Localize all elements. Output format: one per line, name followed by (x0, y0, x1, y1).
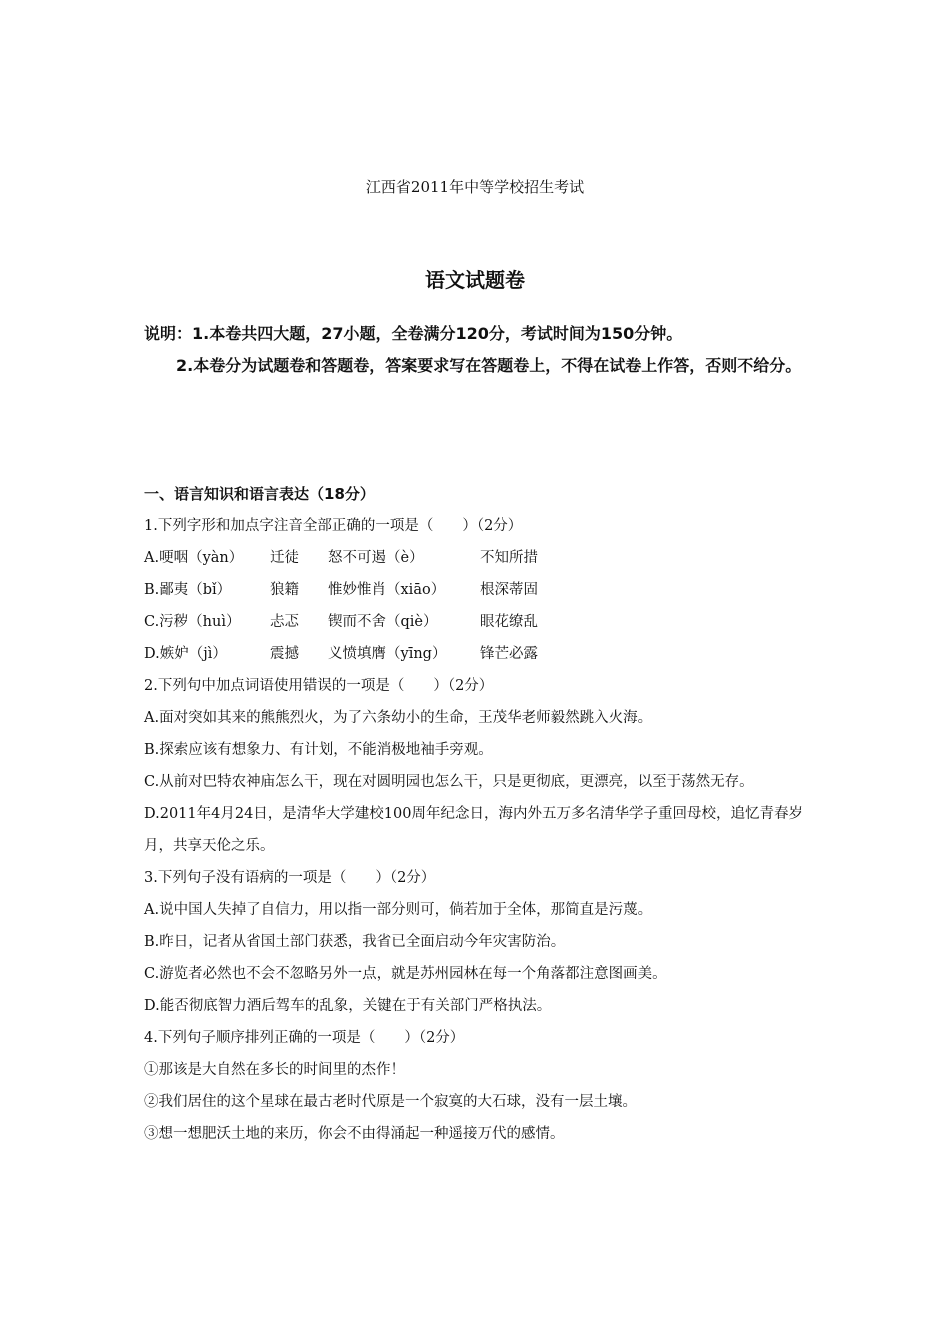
option-cell: C.污秽（huì） (144, 614, 241, 630)
exam-title: 语文试题卷 (425, 268, 525, 292)
option-cell: 忐忑 (270, 614, 299, 630)
section-1 (144, 478, 820, 1150)
option-cell: 锋芒必露 (480, 646, 538, 662)
question-2-option-b: B.探索应该有想象力、有计划，不能消极地袖手旁观。 (144, 742, 493, 758)
option-cell: 眼花缭乱 (480, 614, 538, 630)
question-4-sentence-3: ③想一想肥沃土地的来历，你会不由得涌起一种遥接万代的感情。 (144, 1126, 565, 1142)
option-cell: 迁徒 (270, 550, 299, 566)
question-1-option-d (144, 638, 820, 670)
question-4-stem: 4.下列句子顺序排列正确的一项是（ ）（2分） (144, 1030, 465, 1046)
option-cell: B.鄙夷（bǐ） (144, 582, 232, 598)
question-3-stem: 3.下列句子没有语病的一项是（ ）（2分） (144, 870, 436, 886)
question-4-sentence-1: ①那该是大自然在多长的时间里的杰作！ (144, 1062, 405, 1078)
question-1-option-c (144, 606, 820, 638)
question-1-stem: 1.下列字形和加点字注音全部正确的一项是（ ）（2分） (144, 518, 523, 534)
question-3-option-a: A.说中国人失掉了自信力，用以指一部分则可，倘若加于全体，那简直是污蔑。 (144, 902, 653, 918)
question-2-option-c: C.从前对巴特农神庙怎么干，现在对圆明园也怎么干，只是更彻底，更漂亮，以至于荡然无存。 (144, 774, 754, 790)
exam-heading: 江西省2011年中等学校招生考试 (365, 178, 585, 196)
option-cell: 锲而不舍（qiè） (328, 614, 438, 630)
option-cell: 不知所措 (480, 550, 538, 566)
question-1-option-b (144, 574, 820, 606)
option-cell: 狼籍 (270, 582, 299, 598)
question-1-option-a (144, 542, 820, 574)
option-cell: D.嫉妒（jì） (144, 646, 227, 662)
question-3-option-c: C.游览者必然也不会不忽略另外一点，就是苏州园林在每一个角落都注意图画美。 (144, 966, 667, 982)
question-2-option-a: A.面对突如其来的熊熊烈火，为了六条幼小的生命，王茂华老师毅然跳入火海。 (144, 710, 653, 726)
question-3-option-d: D.能否彻底智力酒后驾车的乱象，关键在于有关部门严格执法。 (144, 998, 552, 1014)
instruction-line-2: 2.本卷分为试题卷和答题卷，答案要求写在答题卷上，不得在试卷上作答，否则不给分。 (176, 356, 802, 375)
instruction-line-1: 说明：1.本卷共四大题，27小题，全卷满分120分，考试时间为150分钟。 (144, 324, 683, 343)
option-cell: 怒不可遏（è） (328, 550, 424, 566)
option-cell: 惟妙惟肖（xiāo） (328, 582, 446, 598)
option-cell: 根深蒂固 (480, 582, 538, 598)
question-2-stem: 2.下列句中加点词语使用错误的一项是（ ）（2分） (144, 678, 494, 694)
question-2-option-d: D.2011年4月24日，是清华大学建校100周年纪念日，海内外五万多名清华学子重回母校，追忆青春岁月，共享天伦之乐。 (144, 806, 803, 854)
option-cell: 震撼 (270, 646, 299, 662)
question-3-option-b: B.昨日，记者从省国土部门获悉，我省已全面启动今年灾害防治。 (144, 934, 566, 950)
option-cell: A.哽咽（yàn） (144, 550, 244, 566)
exam-instructions (144, 318, 814, 382)
option-cell: 义愤填膺（yīng） (328, 646, 447, 662)
question-4-sentence-2: ②我们居住的这个星球在最古老时代原是一个寂寞的大石球，没有一层土壤。 (144, 1094, 637, 1110)
section-title: 一、语言知识和语言表达（18分） (144, 485, 375, 503)
